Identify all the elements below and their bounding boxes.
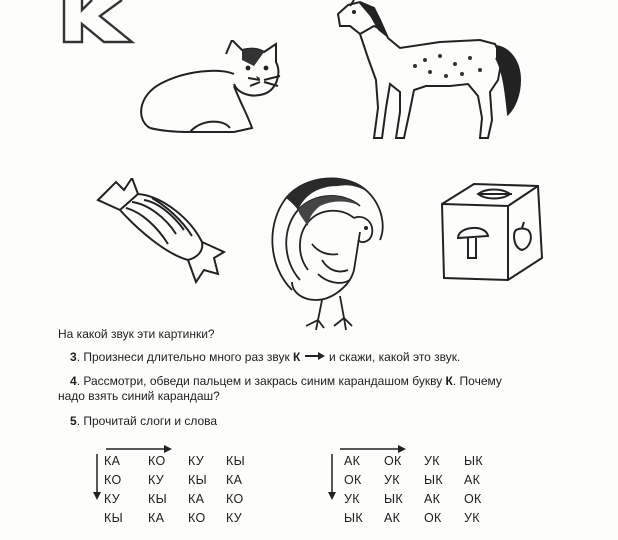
syllable-cell: КЫ	[226, 454, 245, 468]
question-label: На какой звук эти картинки?	[58, 327, 215, 341]
syllable-cell: КО	[226, 492, 244, 506]
syllable-cell: ЫК	[424, 473, 443, 487]
syllable-cell: КЫ	[148, 492, 167, 506]
syllable-cell: ОК	[384, 454, 402, 468]
syllable-cell: АК	[384, 511, 401, 525]
syllable-cell: УК	[424, 454, 440, 468]
task-5	[70, 414, 217, 429]
syllable-cell: УК	[344, 492, 360, 506]
syllable-cell: КО	[148, 454, 166, 468]
syllable-cell: ЫК	[384, 492, 403, 506]
cat-illustration	[130, 40, 290, 140]
task-4-text-before: . Рассмотри, обведи пальцем и закрась синим карандашом букву	[76, 374, 446, 388]
syllable-cell: КО	[188, 511, 206, 525]
task-5-text: . Прочитай слоги и слова	[76, 414, 218, 428]
horse-illustration	[330, 0, 525, 145]
syllable-cell: ЫК	[464, 454, 483, 468]
syllable-cell: ОК	[464, 492, 482, 506]
task-4-number: 4	[70, 374, 77, 388]
task-4-text-after: . Почему	[452, 374, 502, 388]
syllable-cell: УК	[464, 511, 480, 525]
candy-illustration	[92, 178, 232, 290]
syllable-cell: КУ	[226, 511, 242, 525]
task-4-line-2	[58, 389, 220, 404]
cube-illustration	[438, 182, 548, 282]
syllable-cell: УК	[384, 473, 400, 487]
task-3-number: 3	[70, 350, 77, 364]
task-3-sound: К	[293, 350, 301, 364]
syllable-cell: КУ	[104, 492, 120, 506]
turkey-illustration	[262, 170, 390, 335]
letter-k-illustration	[52, 0, 162, 45]
syllable-cell: КА	[226, 473, 243, 487]
syllable-cell: КЫ	[104, 511, 123, 525]
syllable-cell: КА	[148, 511, 165, 525]
task-4-line-2-text: надо взять синий карандаш?	[58, 389, 220, 403]
task-4-line-1	[70, 374, 502, 389]
syllable-cell: КА	[188, 492, 205, 506]
question-text	[58, 327, 215, 342]
syllable-cell: ЫК	[344, 511, 363, 525]
syllable-cell: АК	[464, 473, 481, 487]
task-4-letter: К	[445, 374, 453, 388]
syllable-cell: КО	[104, 473, 122, 487]
syllable-cell: АК	[424, 492, 441, 506]
syllable-cell: КУ	[148, 473, 164, 487]
task-3	[70, 350, 460, 365]
syllable-grid-left	[84, 440, 264, 532]
arrow-right-icon	[304, 350, 326, 365]
task-3-text-before: . Произнеси длительно много раз звук	[76, 350, 294, 364]
task-5-number: 5	[70, 414, 77, 428]
syllable-cell: КУ	[188, 454, 204, 468]
syllable-grid-right	[318, 440, 498, 532]
syllable-cell: КА	[104, 454, 121, 468]
syllable-cell: ОК	[344, 473, 362, 487]
task-3-text-after: и скажи, какой это звук.	[329, 350, 461, 364]
syllable-cell: ОК	[424, 511, 442, 525]
syllable-cell: АК	[344, 454, 361, 468]
syllable-cell: КЫ	[188, 473, 207, 487]
